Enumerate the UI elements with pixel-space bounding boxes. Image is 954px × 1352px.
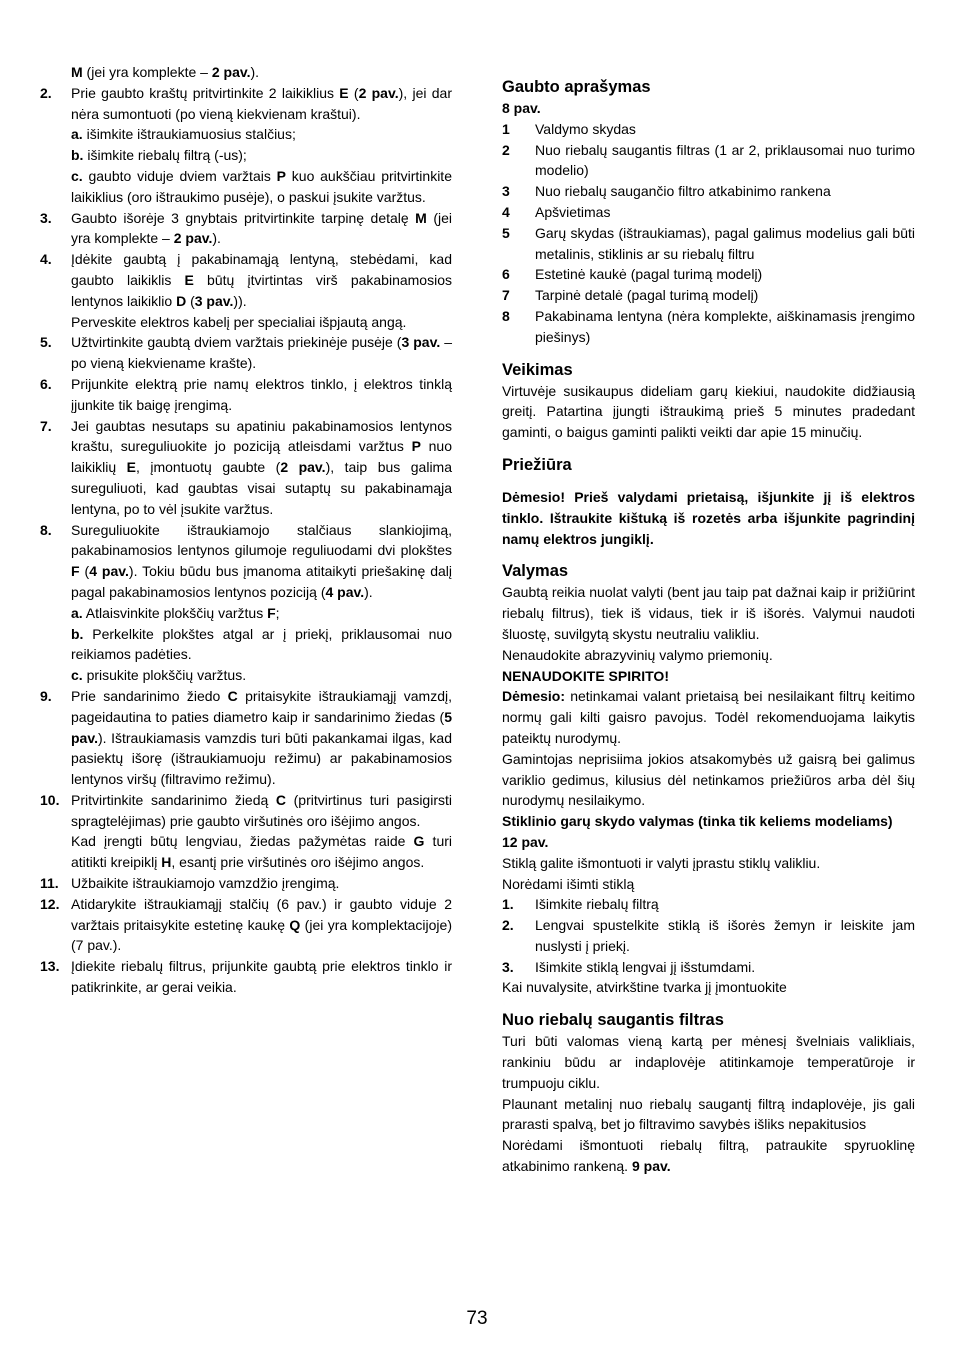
cleaning-p2: Nenaudokite abrazyvinių valymo priemonių.: [502, 646, 773, 663]
step-number: 2.: [40, 84, 52, 101]
step-10: 10. Pritvirtinkite sandarinimo žiedą C (pritvirtinus turi pasigirsti spragtelėjimas) prie gaubto viršutinės oro išėjimo angos.: [40, 791, 452, 829]
step-number: 3.: [40, 209, 52, 226]
step-8: 8. Sureguliuokite ištraukiamojo stalčiaus slankiojimą, pakabinamosios lentynos gilumoje reguliuodami dvi plokštes F (4 pav.). Tokiu būdu bus įmanoma atitaikyti priešakinę dalį pagal pakabinamosios lentynos poziciją (4 pav.).: [40, 521, 453, 600]
step-11: 11. Užbaikite ištraukiamojo vamzdžio įrengimą.: [40, 873, 452, 894]
step-6: 6. Prijunkite elektrą prie namų elektros tinklo, į elektros tinklą įjunkite tik baigę įrengimą.: [40, 375, 452, 413]
step-7: 7. Jei gaubtas nesutaps su apatiniu pakabinamosios lentynos kraštu, sureguliuokite jo poziciją atleisdami varžtus P nuo laikiklių E, įmontuotų gaubte (2 pav.), taip bus galima sureguliuoti, kad gaubtas visai sutaptų su pakabinamąja lentyna, po to vėl įsukite varžtus.: [40, 417, 453, 517]
step-4-note: Perveskite elektros kabelį per specialiai išpjautą angą.: [71, 313, 407, 330]
list-item: 3 Nuo riebalų saugančio filtro atkabinimo rankena: [502, 183, 831, 200]
substep-c: c. prisukite plokščių varžtus.: [71, 667, 247, 684]
cleaning-p5: Gamintojas neprisiima jokios atsakomybės už gaisrą bei galimus variklio gedimus, kilusius dėl netinkamos priežiūros arba dėl šių nurodymų nesilaikymo.: [502, 750, 915, 809]
list-item: 8 Pakabinama lentyna (nėra komplekte, aiškinamasis įrengimo piešinys): [502, 307, 915, 345]
filter-p3: Norėdami išmontuoti riebalų filtrą, patraukite spyruoklinę atkabinimo rankeną. 9 pav.: [502, 1137, 915, 1175]
cleaning-p1: Gaubtą reikia nuolat valyti (bent jau taip pat dažnai kaip ir prižiūrint riebalų filtrus), tiek iš vidaus, tiek ir iš išorės. Valymui naudoti šluostę, suvilgytą skystu neutraliu valikliu.: [502, 584, 915, 642]
continued-text: M (jei yra komplekte – 2 pav.).: [71, 64, 260, 80]
figure-ref: 8 pav.: [502, 100, 541, 116]
list-item: 6 Estetinė kaukė (pagal turimą modelį): [502, 266, 763, 283]
step-number: 12.: [40, 895, 60, 912]
step-12: 12. Atidarykite ištraukiamąjį stalčių (6 pav.) ir gaubto viduje 2 varžtais pritaisykite estetinę kaukę Q (jei yra komplektacijoje) (7 pav.).: [40, 895, 452, 954]
operation-text: Virtuvėje susikaupus dideliam garų kiekiui, naudokite didžiausią greitį. Patartina įjungti ištraukimą prieš 5 minutes pradedant gaminti, o baigus gaminti palikti veikti dar apie 15 minučių.: [502, 382, 915, 441]
section-title-description: Gaubto aprašymas: [502, 78, 651, 96]
maintenance-warning: Dėmesio! Prieš valydami prietaisą, išjunkite jį iš elektros tinklo. Ištraukite kištuką iš rozetės arba išjunkite pagrindinį namų elektros jungiklį.: [502, 488, 915, 547]
step-number: 7.: [40, 417, 52, 434]
section-title-filter: Nuo riebalų saugantis filtras: [502, 1011, 724, 1030]
section-title-operation: Veikimas: [502, 360, 573, 379]
list-item: 7 Tarpinė detalė (pagal turimą modelį): [502, 287, 759, 304]
step-10-note: Kad įrengti būtų lengviau, žiedas pažymėtas raide G turi atitikti kreipiklį H, esantį prie viršutinės oro išėjimo angos.: [71, 833, 452, 871]
section-title-cleaning: Valymas: [502, 562, 569, 581]
step-number: 6.: [40, 375, 52, 392]
step-5: 5. Užtvirtinkite gaubtą dviem varžtais priekinėje pusėje (3 pav. – po vieną kiekviename krašte).: [40, 334, 452, 372]
list-item: 5 Garų skydas (ištraukiamas), pagal galimus modelius gali būti metalinis, stiklinis ar su riebalų filtru: [502, 224, 915, 262]
list-item: 3. Išimkite stiklą lengvai jį išstumdami.: [502, 958, 756, 975]
glass-figure-ref: 12 pav.: [502, 833, 549, 850]
page-number: 73: [466, 1308, 488, 1329]
parts-list: [502, 119, 915, 348]
filter-p1: Turi būti valomas vieną kartą per mėnesį švelniais valikliais, rankiniu būdu ar indaplovėje atitinkamoje temperatūroje ir trumpuoju ciklu.: [502, 1033, 915, 1091]
list-item: 2. Lengvai spustelkite stiklą iš išorės žemyn ir leiskite jam nuslysti į priekį.: [502, 917, 915, 954]
step-4: 4. Įdėkite gaubtą į pakabinamąją lentyną, stebėdami, kad gaubto laikiklis E būtų įtvirtintas virš pakabinamosios lentynos laikiklio D (3 pav.)).: [40, 251, 452, 309]
step-number: 9.: [40, 687, 52, 704]
cleaning-p4: Dėmesio: netinkamai valant prietaisą bei nesilaikant filtrų keitimo normų gali kilti gaisro pavojus. Todėl rekomenduojama laikytis pateiktų nurodymų.: [502, 688, 915, 746]
filter-p2: Plaunant metalinį nuo riebalų saugantį filtrą indaplovėje, jis gali prarasti spalvą, bet jo filtravimo savybės išliks nepakitusios: [502, 1095, 915, 1133]
step-13: 13. Įdiekite riebalų filtrus, prijunkite gaubtą prie elektros tinklo ir patikrinkite, ar gerai veikia.: [40, 958, 452, 996]
substep-b: b. išimkite riebalų filtrą (-us);: [71, 147, 247, 164]
step-number: 4.: [40, 251, 52, 268]
right-column: [502, 76, 915, 1177]
section-title-maintenance: Priežiūra: [502, 455, 572, 474]
step-number: 5.: [40, 334, 52, 351]
substep-c: c. gaubto viduje dviem varžtais P kuo aukščiau pritvirtinkite laikiklius (oro ištraukimo pusėje), o paskui įsukite varžtus.: [71, 167, 452, 205]
step-2: 2. Prie gaubto kraštų pritvirtinkite 2 laikiklius E (2 pav.), jei dar nėra sumontuoti (po vieną kiekvienam kraštui).: [40, 84, 452, 122]
cleaning-p8: Kai nuvalysite, atvirkštine tvarka jį įmontuokite: [502, 979, 787, 996]
step-9: 9. Prie sandarinimo žiedo C pritaisykite ištraukiamąjį vamzdį, pageidautina to paties diametro kaip ir sandarinimo žiedas (5 pav.). Ištraukiamasis vamzdis turi būti pakankamai ilgas, kad pasiektų išorę (ištraukiamuoju režimu) ar pakabinamosios lentynos viršų (filtravimo režimu).: [40, 687, 452, 788]
cleaning-p6: Stiklą galite išmontuoti ir valyti įprastu stiklų valikliu.: [502, 854, 821, 871]
step-number: 10.: [40, 791, 60, 808]
substep-a: a. išimkite ištraukiamuosius stalčius;: [71, 126, 296, 143]
substep-b: b. Perkelkite plokštes atgal ar į priekį, priklausomai nuo reikiamos padėties.: [71, 625, 452, 663]
cleaning-p3: NENAUDOKITE SPIRITO!: [502, 667, 669, 684]
list-item: 1 Valdymo skydas: [502, 120, 636, 137]
list-item: 4 Apšvietimas: [502, 203, 611, 220]
list-item: 2 Nuo riebalų saugantis filtras (1 ar 2, priklausomai nuo turimo modelio): [502, 141, 915, 179]
step-3: 3. Gaubto išorėje 3 gnybtais pritvirtinkite tarpinę detalę M (jei yra komplekte – 2 pav.).: [40, 209, 452, 247]
glass-title: Stiklinio garų skydo valymas (tinka tik keliems modeliams): [502, 813, 893, 830]
step-number: 11.: [40, 875, 59, 892]
list-item: 1. Išimkite riebalų filtrą: [502, 896, 659, 913]
left-column: [40, 62, 452, 998]
step-number: 13.: [40, 958, 60, 975]
substep-a: a. Atlaisvinkite plokščių varžtus F;: [71, 604, 280, 621]
cleaning-p7: Norėdami išimti stiklą: [502, 875, 635, 892]
step-number: 8.: [40, 521, 52, 538]
